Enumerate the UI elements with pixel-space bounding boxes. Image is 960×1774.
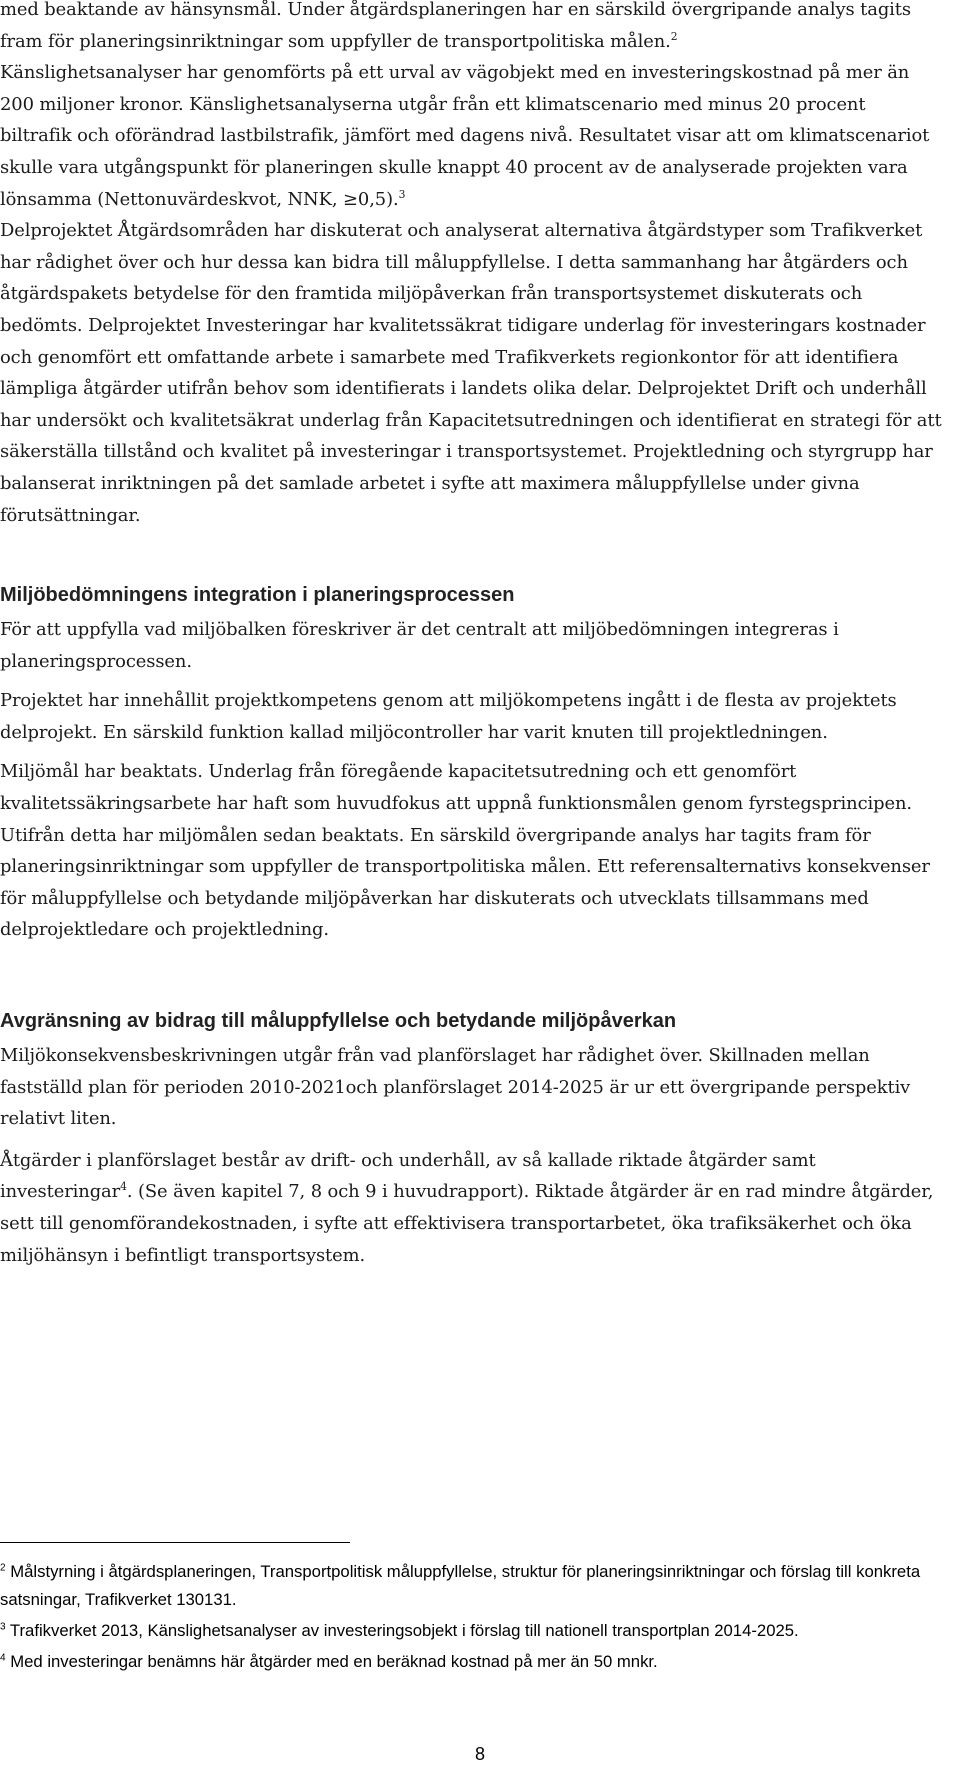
footnote-4: $^4$ Med investeringar benämns här åtgärder med en beräknad kostnad på mer än 50 mnkr. xyxy=(0,1652,658,1671)
section-integration xyxy=(0,584,942,607)
footnotes xyxy=(0,1558,940,1679)
integration-paragraph-3: Miljömål har beaktats. Underlag från föregående kapacitetsutredning och ett genomfört kvalitetssäkringsarbete har haft som huvudfokus att uppnå funktionsmålen genom fyrstegsprincipen. Utifrån detta har miljömålen sedan beaktats. En särskild övergripande analys har tagits fram för planeringsinriktningar som uppfyller de transportpolitiska målen. Ett referensalternativs konsekvenser för måluppfyllelse och betydande miljöpåverkan har diskuterats och utvecklats tillsammans med delprojektledare och projektledning. xyxy=(0,761,930,941)
section-delimitation-body xyxy=(0,1040,942,1271)
section-delimitation xyxy=(0,1010,942,1033)
subprojects-paragraph: Delprojektet Åtgärdsområden har diskuterat och analyserat alternativa åtgärdstyper som Trafikverket har rådighet över och hur dessa kan bidra till måluppfyllelse. I detta sammanhang har åtgärders och åtgärdspakets betydelse för den framtida miljöpåverkan från transportsystemet diskuterats och bedömts. Delprojektet Investeringar har kvalitetssäkrat tidigare underlag för investeringars kostnader och genomfört ett omfattande arbete i samarbete med Trafikverkets regionkontor för att identifiera lämpliga åtgärder utifrån behov som identifierats i landets olika delar. Delprojektet Drift och underhåll har undersökt och kvalitetsäkrat underlag från Kapacitetsutredningen och identifierat en strategi för att säkerställa tillstånd och kvalitet på investeringar i transportsystemet. Projektledning och styrgrupp har balanserat inriktningen på det samlade arbetet i syfte att maximera måluppfyllelse under givna förutsättningar. xyxy=(0,220,942,526)
intro-text: med beaktande av hänsynsmål. Under åtgärdsplaneringen har en särskild övergripande analys tagits fram för planeringsinriktningar som uppfyller de transportpolitiska målen. xyxy=(0,0,911,52)
footnote-ref-3[interactable]: 3 xyxy=(398,187,406,201)
integration-paragraph-1: För att uppfylla vad miljöbalken föreskriver är det centralt att miljöbedömningen integreras i planeringsprocessen. xyxy=(0,619,839,672)
sensitivity-text: Känslighetsanalyser har genomförts på ett urval av vägobjekt med en investeringskostnad på mer än 200 miljoner kronor. Känslighetsanalyserna utgår från ett klimatscenario med minus 20 procent biltrafik och oförändrad lastbilstrafik, jämfört med dagens nivå. Resultatet visar att om klimatscenariot skulle vara utgångspunkt för planeringen skulle knappt 40 procent av de analyserade projekten vara lönsamma (Nettonuvärdeskvot, NNK, ≥0,5). xyxy=(0,62,930,210)
footnote-separator xyxy=(0,1542,350,1543)
integration-paragraph-2: Projektet har innehållit projektkompetens genom att miljökompetens ingått i de flesta av projektets delprojekt. En särskild funktion kallad miljöcontroller har varit knuten till projektledningen. xyxy=(0,690,897,743)
page-number: 8 xyxy=(474,1744,485,1764)
section-heading-integration: Miljöbedömningens integration i planeringsprocessen xyxy=(0,584,515,606)
footnote-2: $^2$ Målstyrning i åtgärdsplaneringen, Transportpolitisk måluppfyllelse, struktur för planeringsinriktningar och förslag till konkreta satsningar, Trafikverket 130131. xyxy=(0,1562,921,1609)
delimitation-paragraph-1: Miljökonsekvensbeskrivningen utgår från vad planförslaget har rådighet över. Skillnaden mellan fastställd plan för perioden 2010-2021och planförslaget 2014-2025 är ur ett övergripande perspektiv relativt liten. xyxy=(0,1045,911,1130)
footnote-3: $^3$ Trafikverket 2013, Känslighetsanalyser av investeringsobjekt i förslag till nationell transportplan 2014-2025. xyxy=(0,1621,799,1640)
delimitation-paragraph-2: Åtgärder i planförslaget består av drift- och underhåll, av så kallade riktade åtgärder samt investeringar$^4$. (Se även kapitel 7, 8 och 9 i huvudrapport). Riktade åtgärder är en rad mindre åtgärder, sett till genomförandekostnaden, i syfte att effektivisera transportarbetet, öka trafiksäkerhet och öka miljöhänsyn i befintligt transportsystem. xyxy=(0,1149,934,1266)
section-integration-body xyxy=(0,614,942,946)
section-heading-delimitation: Avgränsning av bidrag till måluppfyllelse och betydande miljöpåverkan xyxy=(0,1010,677,1032)
intro-paragraph xyxy=(0,0,942,215)
intro-block xyxy=(0,0,942,531)
footnote-ref-4[interactable]: 4 xyxy=(120,1180,127,1194)
footnote-ref-2[interactable]: 2 xyxy=(670,29,678,43)
